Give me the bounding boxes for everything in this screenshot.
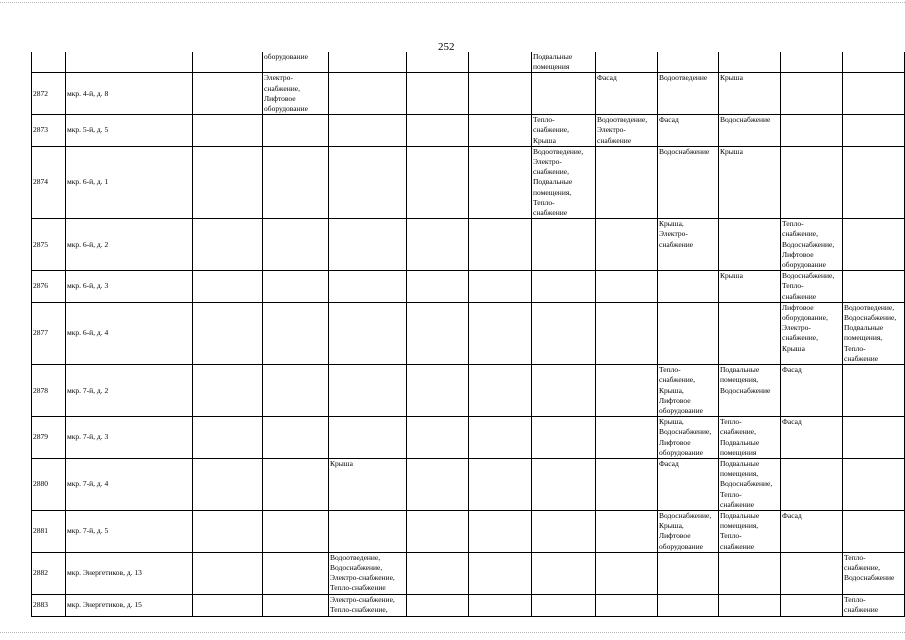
- table-cell: [658, 52, 719, 73]
- table-cell: [407, 417, 469, 459]
- table-row: [32, 365, 905, 417]
- table-cell: [596, 594, 658, 616]
- table-cell: Крыша, Водоснабжение, Лифтовое оборудование: [658, 417, 719, 459]
- table-cell: [532, 458, 596, 510]
- table-cell: [469, 302, 532, 364]
- table-cell: [843, 510, 905, 552]
- capital-repair-table: [31, 52, 905, 617]
- table-cell: [532, 271, 596, 303]
- table-cell: [263, 417, 329, 459]
- table-cell: Водоснабжение: [719, 115, 781, 147]
- table-cell: [263, 115, 329, 147]
- table-cell: Фасад: [596, 73, 658, 115]
- table-row: [32, 146, 905, 218]
- table-cell: Подвальные помещения, Водоснабжение: [719, 365, 781, 417]
- table-cell: Лифтовое оборудование, Электро- снабжение, Крыша: [781, 302, 843, 364]
- table-cell: [532, 365, 596, 417]
- page-number: 252: [438, 41, 455, 53]
- table-cell: [596, 510, 658, 552]
- table-cell: [532, 510, 596, 552]
- table-cell: [469, 115, 532, 147]
- table-cell: [329, 271, 407, 303]
- table-cell: [329, 219, 407, 271]
- table-cell: Крыша: [329, 458, 407, 510]
- table-row: [32, 417, 905, 459]
- table-row: [32, 510, 905, 552]
- table-cell: [596, 271, 658, 303]
- table-cell: [532, 552, 596, 594]
- table-cell: Подвальные помещения, Тепло- снабжение: [719, 510, 781, 552]
- row-address: мкр. 7-й, д. 4: [66, 458, 193, 510]
- table-cell: [407, 219, 469, 271]
- row-number: 2873: [32, 115, 66, 147]
- row-number: 2872: [32, 73, 66, 115]
- table-row: [32, 271, 905, 303]
- table-row: [32, 219, 905, 271]
- table-cell: [193, 552, 263, 594]
- table-cell: [596, 302, 658, 364]
- scan-edge-top: [0, 2, 905, 5]
- table-cell: [843, 52, 905, 73]
- table-cell: [193, 365, 263, 417]
- table-cell: [263, 594, 329, 616]
- table-cell: [407, 271, 469, 303]
- table-cell: [658, 271, 719, 303]
- table-cell: [469, 219, 532, 271]
- table-cell: [263, 365, 329, 417]
- table-cell: Тепло- снабжение, Водоснабжение: [843, 552, 905, 594]
- table-cell: [658, 302, 719, 364]
- table-cell: [193, 510, 263, 552]
- table-cell: [407, 146, 469, 218]
- table-cell: Водоотведение, Электро- снабжение: [596, 115, 658, 147]
- table-cell: [469, 417, 532, 459]
- table-cell: [532, 302, 596, 364]
- row-address: мкр. Энергетиков, д. 13: [66, 552, 193, 594]
- table-cell: [263, 458, 329, 510]
- table-cell: [532, 73, 596, 115]
- row-address: мкр. 7-й, д. 5: [66, 510, 193, 552]
- table-cell: [781, 115, 843, 147]
- table-cell: Водоотведение, Электро- снабжение, Подвальные помещения, Тепло- снабжение: [532, 146, 596, 218]
- table-cell: [781, 594, 843, 616]
- table-row: [32, 302, 905, 364]
- table-cell: Фасад: [658, 115, 719, 147]
- table-cell: Водоотведение: [658, 73, 719, 115]
- table-cell: [719, 52, 781, 73]
- row-number: 2878: [32, 365, 66, 417]
- table-cell: [843, 73, 905, 115]
- table-cell: Водоснабжение, Крыша, Лифтовое оборудование: [658, 510, 719, 552]
- scan-edge-bottom: [0, 632, 905, 635]
- row-number: 2881: [32, 510, 66, 552]
- table-cell: [843, 417, 905, 459]
- table-cell: [781, 73, 843, 115]
- table-cell: [407, 552, 469, 594]
- table-cell: [781, 458, 843, 510]
- table-row: [32, 115, 905, 147]
- table-row: [32, 458, 905, 510]
- table-cell: [193, 115, 263, 147]
- table-cell: Водоотведение, Водоснабжение, Электро-снабжение, Тепло-снабжение: [329, 552, 407, 594]
- table-cell: [532, 219, 596, 271]
- table-cell: [193, 594, 263, 616]
- table-cell: [193, 458, 263, 510]
- table-row: [32, 552, 905, 594]
- table-cell: [469, 510, 532, 552]
- table-cell: [66, 52, 193, 73]
- table-cell: [329, 73, 407, 115]
- table-cell: [719, 302, 781, 364]
- table-cell: [407, 510, 469, 552]
- table-cell: [263, 271, 329, 303]
- table-cell: [263, 146, 329, 218]
- table-cell: [407, 365, 469, 417]
- table-cell: Подвальные помещения, Водоснабжение, Тепло- снабжение: [719, 458, 781, 510]
- table-cell: [781, 146, 843, 218]
- table-cell: [407, 594, 469, 616]
- table-cell: Электро-снабжение, Тепло-снабжение,: [329, 594, 407, 616]
- table-cell: [263, 510, 329, 552]
- table-cell: [781, 52, 843, 73]
- row-address: мкр. 6-й, д. 2: [66, 219, 193, 271]
- table-cell: [407, 52, 469, 73]
- table-cell: [658, 594, 719, 616]
- row-address: мкр. 7-й, д. 3: [66, 417, 193, 459]
- table-cell: [596, 365, 658, 417]
- table-row: [32, 73, 905, 115]
- table-cell: [843, 115, 905, 147]
- table-row: [32, 594, 905, 616]
- table-cell: Тепло- снабжение, Подвальные помещения: [719, 417, 781, 459]
- table-cell: [329, 302, 407, 364]
- table-cell: [532, 417, 596, 459]
- table-cell: Тепло- снабжение, Водоснабжение, Лифтовое оборудование: [781, 219, 843, 271]
- table-cell: Крыша: [719, 73, 781, 115]
- table-cell: [329, 146, 407, 218]
- table-cell: [843, 219, 905, 271]
- table-cell: Подвальные помещения: [532, 52, 596, 73]
- row-number: 2875: [32, 219, 66, 271]
- table-cell: [532, 594, 596, 616]
- table-cell: [596, 552, 658, 594]
- table-cell: [263, 219, 329, 271]
- table-cell: [719, 552, 781, 594]
- table-cell: [263, 552, 329, 594]
- table-cell: [843, 146, 905, 218]
- table-cell: [469, 594, 532, 616]
- table-cell: [193, 52, 263, 73]
- table-cell: [407, 458, 469, 510]
- table-cell: [469, 458, 532, 510]
- table-cell: [843, 271, 905, 303]
- table-cell: [193, 219, 263, 271]
- row-address: мкр. 6-й, д. 1: [66, 146, 193, 218]
- table-cell: [469, 365, 532, 417]
- table-cell: [193, 417, 263, 459]
- table-cell: [407, 115, 469, 147]
- table-cell: [658, 552, 719, 594]
- table-cell: [719, 594, 781, 616]
- row-address: мкр. 7-й, д. 2: [66, 365, 193, 417]
- table-row-continuation: [32, 52, 905, 73]
- row-number: 2874: [32, 146, 66, 218]
- table-cell: Фасад: [781, 417, 843, 459]
- table-cell: [193, 302, 263, 364]
- table-cell: [596, 417, 658, 459]
- row-number: 2883: [32, 594, 66, 616]
- table-cell: Водоснабжение, Тепло- снабжение: [781, 271, 843, 303]
- table-cell: [469, 146, 532, 218]
- table-cell: Крыша: [719, 271, 781, 303]
- table-cell: [193, 73, 263, 115]
- table-cell: Тепло- снабжение, Крыша, Лифтовое оборудование: [658, 365, 719, 417]
- table-cell: Фасад: [781, 510, 843, 552]
- table-cell: [329, 52, 407, 73]
- table-cell: Тепло- снабжение, Крыша: [532, 115, 596, 147]
- row-address: мкр. 6-й, д. 3: [66, 271, 193, 303]
- table-cell: Крыша, Электро- снабжение: [658, 219, 719, 271]
- table-cell: [407, 302, 469, 364]
- table-cell: [193, 146, 263, 218]
- table-cell: [469, 73, 532, 115]
- row-number: 2876: [32, 271, 66, 303]
- row-address: мкр. 5-й, д. 5: [66, 115, 193, 147]
- table-cell: [596, 219, 658, 271]
- row-number: 2882: [32, 552, 66, 594]
- table-cell: Электро- снабжение, Лифтовое оборудование: [263, 73, 329, 115]
- row-number: 2880: [32, 458, 66, 510]
- table-cell: Водоснабжение: [658, 146, 719, 218]
- table-cell: [781, 552, 843, 594]
- table-cell: Фасад: [781, 365, 843, 417]
- table-cell: [329, 365, 407, 417]
- table-cell: Тепло- снабжение: [843, 594, 905, 616]
- row-address: мкр. 4-й, д. 8: [66, 73, 193, 115]
- table-cell: [843, 458, 905, 510]
- row-address: мкр. Энергетиков, д. 15: [66, 594, 193, 616]
- table-cell: [193, 271, 263, 303]
- table-cell: [596, 146, 658, 218]
- table-cell: [329, 115, 407, 147]
- table-cell: [469, 552, 532, 594]
- table-cell: [32, 52, 66, 73]
- table-cell: [263, 302, 329, 364]
- table-cell: [469, 52, 532, 73]
- table-cell: оборудование: [263, 52, 329, 73]
- table-cell: Водоотведение, Водоснабжение, Подвальные помещения, Тепло- снабжение: [843, 302, 905, 364]
- table-cell: [407, 73, 469, 115]
- table-cell: [596, 52, 658, 73]
- table-cell: [469, 271, 532, 303]
- table-cell: Крыша: [719, 146, 781, 218]
- row-address: мкр. 6-й, д. 4: [66, 302, 193, 364]
- table-cell: [329, 510, 407, 552]
- table-cell: [843, 365, 905, 417]
- table-cell: [596, 458, 658, 510]
- row-number: 2877: [32, 302, 66, 364]
- row-number: 2879: [32, 417, 66, 459]
- table-cell: [719, 219, 781, 271]
- table-cell: [329, 417, 407, 459]
- table-cell: Фасад: [658, 458, 719, 510]
